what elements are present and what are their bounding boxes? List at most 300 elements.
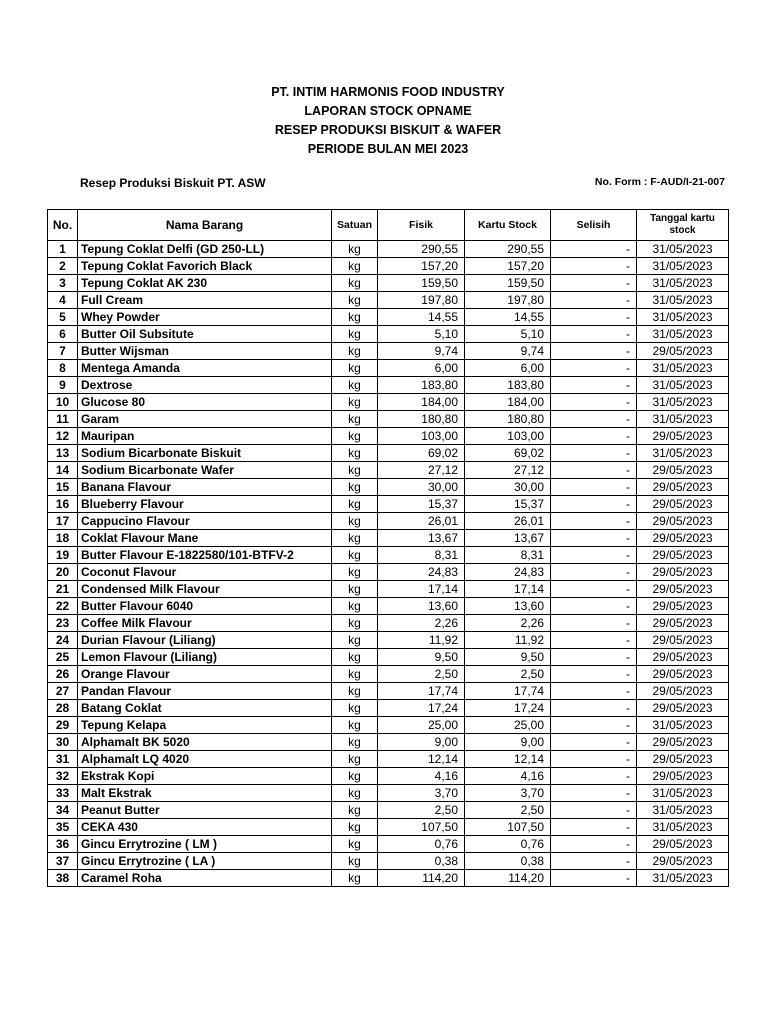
item-kartu-stock: 5,10 — [465, 326, 551, 343]
item-name: CEKA 430 — [78, 819, 332, 836]
item-selisih: - — [551, 547, 637, 564]
table-row — [48, 496, 729, 513]
item-tanggal: 29/05/2023 — [637, 479, 729, 496]
item-name: Alphamalt BK 5020 — [78, 734, 332, 751]
item-selisih: - — [551, 496, 637, 513]
row-number: 35 — [48, 819, 78, 836]
item-selisih: - — [551, 802, 637, 819]
item-kartu-stock: 25,00 — [465, 717, 551, 734]
item-fisik: 2,50 — [378, 802, 465, 819]
item-selisih: - — [551, 411, 637, 428]
item-name: Mentega Amanda — [78, 360, 332, 377]
item-fisik: 6,00 — [378, 360, 465, 377]
row-number: 1 — [48, 241, 78, 258]
item-kartu-stock: 0,38 — [465, 853, 551, 870]
item-tanggal: 29/05/2023 — [637, 768, 729, 785]
item-tanggal: 29/05/2023 — [637, 564, 729, 581]
row-number: 4 — [48, 292, 78, 309]
item-name: Cappucino Flavour — [78, 513, 332, 530]
item-kartu-stock: 157,20 — [465, 258, 551, 275]
item-unit: kg — [332, 445, 378, 462]
item-fisik: 15,37 — [378, 496, 465, 513]
item-tanggal: 31/05/2023 — [637, 394, 729, 411]
item-fisik: 159,50 — [378, 275, 465, 292]
report-header — [0, 83, 768, 159]
item-kartu-stock: 9,00 — [465, 734, 551, 751]
item-tanggal: 31/05/2023 — [637, 819, 729, 836]
item-fisik: 107,50 — [378, 819, 465, 836]
row-number: 36 — [48, 836, 78, 853]
row-number: 20 — [48, 564, 78, 581]
item-unit: kg — [332, 598, 378, 615]
row-number: 9 — [48, 377, 78, 394]
row-number: 27 — [48, 683, 78, 700]
item-name: Dextrose — [78, 377, 332, 394]
item-tanggal: 29/05/2023 — [637, 530, 729, 547]
row-number: 14 — [48, 462, 78, 479]
row-number: 30 — [48, 734, 78, 751]
item-fisik: 14,55 — [378, 309, 465, 326]
item-unit: kg — [332, 292, 378, 309]
item-name: Ekstrak Kopi — [78, 768, 332, 785]
item-unit: kg — [332, 751, 378, 768]
item-kartu-stock: 24,83 — [465, 564, 551, 581]
table-row — [48, 836, 729, 853]
item-tanggal: 31/05/2023 — [637, 309, 729, 326]
col-name: Nama Barang — [78, 210, 332, 241]
item-selisih: - — [551, 258, 637, 275]
item-name: Banana Flavour — [78, 479, 332, 496]
item-selisih: - — [551, 530, 637, 547]
item-selisih: - — [551, 479, 637, 496]
item-kartu-stock: 14,55 — [465, 309, 551, 326]
item-unit: kg — [332, 360, 378, 377]
row-number: 10 — [48, 394, 78, 411]
stock-table — [47, 209, 729, 887]
item-tanggal: 29/05/2023 — [637, 581, 729, 598]
row-number: 22 — [48, 598, 78, 615]
row-number: 29 — [48, 717, 78, 734]
item-tanggal: 31/05/2023 — [637, 785, 729, 802]
row-number: 6 — [48, 326, 78, 343]
item-name: Whey Powder — [78, 309, 332, 326]
item-unit: kg — [332, 581, 378, 598]
item-fisik: 197,80 — [378, 292, 465, 309]
item-selisih: - — [551, 445, 637, 462]
item-selisih: - — [551, 428, 637, 445]
item-kartu-stock: 11,92 — [465, 632, 551, 649]
item-unit: kg — [332, 241, 378, 258]
item-tanggal: 31/05/2023 — [637, 258, 729, 275]
item-selisih: - — [551, 649, 637, 666]
item-name: Alphamalt LQ 4020 — [78, 751, 332, 768]
item-name: Durian Flavour (Liliang) — [78, 632, 332, 649]
item-selisih: - — [551, 853, 637, 870]
col-no: No. — [48, 210, 78, 241]
item-fisik: 103,00 — [378, 428, 465, 445]
col-kartu: Kartu Stock — [465, 210, 551, 241]
item-fisik: 25,00 — [378, 717, 465, 734]
item-selisih: - — [551, 241, 637, 258]
item-tanggal: 29/05/2023 — [637, 343, 729, 360]
subheader — [80, 176, 725, 192]
item-name: Coconut Flavour — [78, 564, 332, 581]
item-fisik: 69,02 — [378, 445, 465, 462]
item-tanggal: 29/05/2023 — [637, 666, 729, 683]
row-number: 31 — [48, 751, 78, 768]
item-fisik: 26,01 — [378, 513, 465, 530]
recipe-title: RESEP PRODUKSI BISKUIT & WAFER — [274, 123, 502, 137]
item-selisih: - — [551, 683, 637, 700]
item-fisik: 27,12 — [378, 462, 465, 479]
item-name: Gincu Errytrozine ( LA ) — [78, 853, 332, 870]
table-row — [48, 870, 729, 887]
item-selisih: - — [551, 394, 637, 411]
item-fisik: 12,14 — [378, 751, 465, 768]
item-fisik: 290,55 — [378, 241, 465, 258]
item-unit: kg — [332, 309, 378, 326]
item-selisih: - — [551, 564, 637, 581]
item-kartu-stock: 197,80 — [465, 292, 551, 309]
item-unit: kg — [332, 377, 378, 394]
item-name: Butter Flavour E-1822580/101-BTFV-2 — [78, 547, 332, 564]
item-fisik: 9,50 — [378, 649, 465, 666]
item-unit: kg — [332, 564, 378, 581]
item-selisih: - — [551, 785, 637, 802]
item-fisik: 184,00 — [378, 394, 465, 411]
item-selisih: - — [551, 632, 637, 649]
table-row — [48, 564, 729, 581]
item-kartu-stock: 2,50 — [465, 802, 551, 819]
item-selisih: - — [551, 819, 637, 836]
item-fisik: 11,92 — [378, 632, 465, 649]
item-unit: kg — [332, 258, 378, 275]
item-kartu-stock: 13,60 — [465, 598, 551, 615]
item-name: Coffee Milk Flavour — [78, 615, 332, 632]
item-unit: kg — [332, 547, 378, 564]
item-kartu-stock: 103,00 — [465, 428, 551, 445]
table-row — [48, 513, 729, 530]
item-tanggal: 29/05/2023 — [637, 462, 729, 479]
item-unit: kg — [332, 615, 378, 632]
item-unit: kg — [332, 479, 378, 496]
item-name: Orange Flavour — [78, 666, 332, 683]
item-name: Batang Coklat — [78, 700, 332, 717]
row-number: 21 — [48, 581, 78, 598]
period-title: PERIODE BULAN MEI 2023 — [307, 142, 469, 156]
table-row — [48, 598, 729, 615]
item-tanggal: 29/05/2023 — [637, 598, 729, 615]
row-number: 8 — [48, 360, 78, 377]
table-row — [48, 445, 729, 462]
row-number: 11 — [48, 411, 78, 428]
row-number: 26 — [48, 666, 78, 683]
item-unit: kg — [332, 343, 378, 360]
item-unit: kg — [332, 275, 378, 292]
item-kartu-stock: 3,70 — [465, 785, 551, 802]
item-unit: kg — [332, 870, 378, 887]
item-selisih: - — [551, 666, 637, 683]
table-row — [48, 581, 729, 598]
item-tanggal: 31/05/2023 — [637, 870, 729, 887]
item-unit: kg — [332, 836, 378, 853]
col-fisik: Fisik — [378, 210, 465, 241]
form-number: No. Form : F-AUD/I-21-007 — [594, 176, 725, 188]
item-selisih: - — [551, 513, 637, 530]
item-fisik: 0,38 — [378, 853, 465, 870]
row-number: 33 — [48, 785, 78, 802]
item-tanggal: 31/05/2023 — [637, 377, 729, 394]
item-fisik: 9,74 — [378, 343, 465, 360]
item-name: Tepung Coklat Favorich Black — [78, 258, 332, 275]
item-tanggal: 31/05/2023 — [637, 241, 729, 258]
item-selisih: - — [551, 309, 637, 326]
row-number: 38 — [48, 870, 78, 887]
item-tanggal: 31/05/2023 — [637, 802, 729, 819]
item-tanggal: 31/05/2023 — [637, 292, 729, 309]
item-tanggal: 31/05/2023 — [637, 275, 729, 292]
item-selisih: - — [551, 598, 637, 615]
item-unit: kg — [332, 394, 378, 411]
item-name: Tepung Kelapa — [78, 717, 332, 734]
item-fisik: 5,10 — [378, 326, 465, 343]
item-name: Sodium Bicarbonate Biskuit — [78, 445, 332, 462]
item-tanggal: 29/05/2023 — [637, 428, 729, 445]
item-selisih: - — [551, 717, 637, 734]
item-name: Butter Oil Subsitute — [78, 326, 332, 343]
item-selisih: - — [551, 360, 637, 377]
table-row — [48, 700, 729, 717]
item-tanggal: 29/05/2023 — [637, 496, 729, 513]
recipe-owner: Resep Produksi Biskuit PT. ASW — [80, 176, 266, 190]
item-kartu-stock: 9,50 — [465, 649, 551, 666]
item-kartu-stock: 290,55 — [465, 241, 551, 258]
item-unit: kg — [332, 666, 378, 683]
item-tanggal: 31/05/2023 — [637, 326, 729, 343]
item-selisih: - — [551, 275, 637, 292]
row-number: 34 — [48, 802, 78, 819]
table-row — [48, 292, 729, 309]
item-fisik: 3,70 — [378, 785, 465, 802]
item-unit: kg — [332, 411, 378, 428]
item-selisih: - — [551, 751, 637, 768]
item-tanggal: 29/05/2023 — [637, 513, 729, 530]
item-name: Condensed Milk Flavour — [78, 581, 332, 598]
item-name: Butter Wijsman — [78, 343, 332, 360]
item-unit: kg — [332, 462, 378, 479]
item-unit: kg — [332, 802, 378, 819]
item-fisik: 180,80 — [378, 411, 465, 428]
item-kartu-stock: 107,50 — [465, 819, 551, 836]
table-row — [48, 394, 729, 411]
table-row — [48, 649, 729, 666]
row-number: 7 — [48, 343, 78, 360]
table-row — [48, 275, 729, 292]
item-selisih: - — [551, 615, 637, 632]
item-tanggal: 31/05/2023 — [637, 445, 729, 462]
item-tanggal: 29/05/2023 — [637, 836, 729, 853]
row-number: 28 — [48, 700, 78, 717]
item-tanggal: 29/05/2023 — [637, 683, 729, 700]
item-fisik: 13,60 — [378, 598, 465, 615]
item-tanggal: 31/05/2023 — [637, 411, 729, 428]
item-kartu-stock: 4,16 — [465, 768, 551, 785]
item-name: Butter Flavour 6040 — [78, 598, 332, 615]
item-unit: kg — [332, 683, 378, 700]
row-number: 15 — [48, 479, 78, 496]
item-selisih: - — [551, 734, 637, 751]
table-row — [48, 683, 729, 700]
item-name: Peanut Butter — [78, 802, 332, 819]
row-number: 3 — [48, 275, 78, 292]
table-row — [48, 360, 729, 377]
item-unit: kg — [332, 649, 378, 666]
item-fisik: 183,80 — [378, 377, 465, 394]
row-number: 13 — [48, 445, 78, 462]
row-number: 2 — [48, 258, 78, 275]
item-fisik: 8,31 — [378, 547, 465, 564]
item-selisih: - — [551, 377, 637, 394]
item-name: Garam — [78, 411, 332, 428]
item-fisik: 17,14 — [378, 581, 465, 598]
row-number: 23 — [48, 615, 78, 632]
item-kartu-stock: 12,14 — [465, 751, 551, 768]
item-kartu-stock: 26,01 — [465, 513, 551, 530]
table-row — [48, 819, 729, 836]
item-kartu-stock: 8,31 — [465, 547, 551, 564]
row-number: 18 — [48, 530, 78, 547]
item-name: Mauripan — [78, 428, 332, 445]
item-unit: kg — [332, 496, 378, 513]
item-kartu-stock: 13,67 — [465, 530, 551, 547]
item-kartu-stock: 2,26 — [465, 615, 551, 632]
report-title: LAPORAN STOCK OPNAME — [304, 104, 472, 118]
col-selisih: Selisih — [551, 210, 637, 241]
table-row — [48, 462, 729, 479]
item-unit: kg — [332, 768, 378, 785]
item-kartu-stock: 17,14 — [465, 581, 551, 598]
item-name: Coklat Flavour Mane — [78, 530, 332, 547]
table-header-row — [48, 210, 729, 241]
item-selisih: - — [551, 581, 637, 598]
item-kartu-stock: 6,00 — [465, 360, 551, 377]
table-row — [48, 428, 729, 445]
col-tanggal: Tanggal kartu stock — [637, 210, 729, 241]
item-fisik: 0,76 — [378, 836, 465, 853]
table-row — [48, 547, 729, 564]
table-row — [48, 343, 729, 360]
item-kartu-stock: 183,80 — [465, 377, 551, 394]
item-kartu-stock: 159,50 — [465, 275, 551, 292]
table-row — [48, 615, 729, 632]
table-row — [48, 479, 729, 496]
item-name: Gincu Errytrozine ( LM ) — [78, 836, 332, 853]
table-row — [48, 632, 729, 649]
row-number: 17 — [48, 513, 78, 530]
table-row — [48, 802, 729, 819]
item-kartu-stock: 69,02 — [465, 445, 551, 462]
item-tanggal: 31/05/2023 — [637, 360, 729, 377]
row-number: 5 — [48, 309, 78, 326]
row-number: 16 — [48, 496, 78, 513]
item-selisih: - — [551, 870, 637, 887]
item-selisih: - — [551, 343, 637, 360]
table-row — [48, 751, 729, 768]
item-fisik: 114,20 — [378, 870, 465, 887]
item-tanggal: 29/05/2023 — [637, 615, 729, 632]
item-fisik: 17,74 — [378, 683, 465, 700]
item-fisik: 17,24 — [378, 700, 465, 717]
item-name: Lemon Flavour (Liliang) — [78, 649, 332, 666]
row-number: 19 — [48, 547, 78, 564]
item-selisih: - — [551, 462, 637, 479]
item-kartu-stock: 180,80 — [465, 411, 551, 428]
item-kartu-stock: 15,37 — [465, 496, 551, 513]
item-name: Tepung Coklat Delfi (GD 250-LL) — [78, 241, 332, 258]
item-unit: kg — [332, 785, 378, 802]
item-fisik: 4,16 — [378, 768, 465, 785]
item-name: Pandan Flavour — [78, 683, 332, 700]
table-row — [48, 258, 729, 275]
item-kartu-stock: 17,24 — [465, 700, 551, 717]
item-kartu-stock: 184,00 — [465, 394, 551, 411]
item-tanggal: 29/05/2023 — [637, 853, 729, 870]
table-row — [48, 241, 729, 258]
item-unit: kg — [332, 717, 378, 734]
item-tanggal: 31/05/2023 — [637, 717, 729, 734]
table-row — [48, 530, 729, 547]
table-row — [48, 734, 729, 751]
item-selisih: - — [551, 326, 637, 343]
table-row — [48, 853, 729, 870]
item-kartu-stock: 2,50 — [465, 666, 551, 683]
item-unit: kg — [332, 428, 378, 445]
item-name: Sodium Bicarbonate Wafer — [78, 462, 332, 479]
item-tanggal: 29/05/2023 — [637, 751, 729, 768]
item-unit: kg — [332, 734, 378, 751]
item-unit: kg — [332, 326, 378, 343]
item-unit: kg — [332, 819, 378, 836]
item-name: Blueberry Flavour — [78, 496, 332, 513]
item-kartu-stock: 0,76 — [465, 836, 551, 853]
item-fisik: 157,20 — [378, 258, 465, 275]
item-fisik: 9,00 — [378, 734, 465, 751]
item-unit: kg — [332, 632, 378, 649]
item-kartu-stock: 9,74 — [465, 343, 551, 360]
item-fisik: 2,26 — [378, 615, 465, 632]
item-fisik: 24,83 — [378, 564, 465, 581]
item-name: Tepung Coklat AK 230 — [78, 275, 332, 292]
item-unit: kg — [332, 700, 378, 717]
item-tanggal: 29/05/2023 — [637, 649, 729, 666]
item-fisik: 30,00 — [378, 479, 465, 496]
row-number: 37 — [48, 853, 78, 870]
item-name: Glucose 80 — [78, 394, 332, 411]
company-name: PT. INTIM HARMONIS FOOD INDUSTRY — [271, 85, 505, 99]
table-row — [48, 411, 729, 428]
table-row — [48, 377, 729, 394]
item-tanggal: 29/05/2023 — [637, 632, 729, 649]
item-name: Caramel Roha — [78, 870, 332, 887]
table-row — [48, 785, 729, 802]
item-unit: kg — [332, 853, 378, 870]
item-selisih: - — [551, 292, 637, 309]
table-row — [48, 309, 729, 326]
table-row — [48, 666, 729, 683]
col-unit: Satuan — [332, 210, 378, 241]
table-row — [48, 768, 729, 785]
item-fisik: 2,50 — [378, 666, 465, 683]
